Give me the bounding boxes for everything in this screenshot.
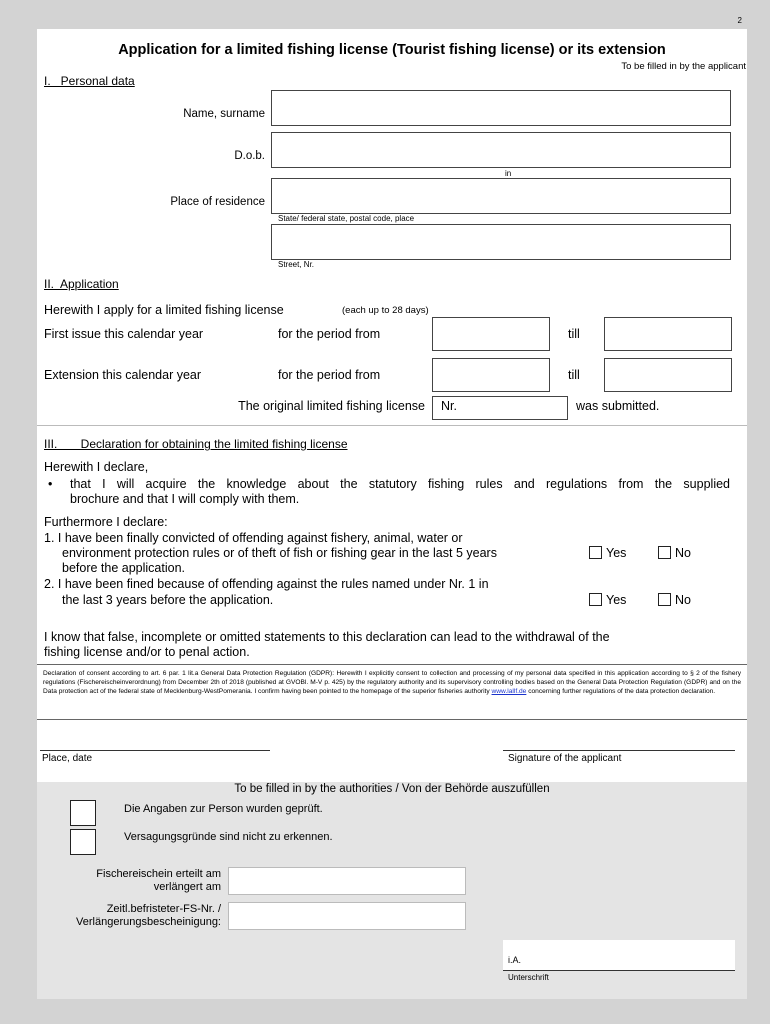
residence-label: Place of residence — [170, 196, 265, 208]
place-date-line — [40, 750, 270, 751]
furthermore-label: Furthermore I declare: — [44, 515, 168, 529]
item1-yes-label: Yes — [606, 546, 627, 560]
page-number: 2 — [737, 16, 742, 25]
item2-yes-checkbox[interactable] — [589, 593, 602, 606]
first-issue-label: First issue this calendar year — [44, 327, 204, 341]
submitted-label: was submitted. — [576, 399, 660, 413]
declaration-intro: Herewith I declare, — [44, 460, 149, 474]
license-issued-field[interactable] — [228, 867, 466, 895]
license-nr-prefix: Nr. — [441, 399, 457, 413]
fs-nr-field[interactable] — [228, 902, 466, 930]
item1-no-checkbox[interactable] — [658, 546, 671, 559]
form-subtitle: To be filled in by the applicant — [621, 61, 746, 72]
first-issue-from-field[interactable] — [432, 317, 550, 351]
consent-declaration — [37, 664, 747, 720]
dob-label: D.o.b. — [234, 150, 265, 162]
application-intro: Herewith I apply for a limited fishing license — [44, 303, 284, 317]
fs-nr-line-2: Verlängerungsbescheinigung: — [76, 916, 221, 928]
item1-no-label: No — [675, 546, 691, 560]
extension-from-field[interactable] — [432, 358, 550, 392]
license-nr-field[interactable] — [432, 396, 568, 420]
bullet-dot: • — [48, 477, 53, 491]
consent-text-end: concerning further regulations of the data protection declaration. — [528, 688, 716, 695]
authority-check-1-label: Die Angaben zur Person wurden geprüft. — [124, 803, 323, 815]
extension-till-field[interactable] — [604, 358, 732, 392]
fs-nr-line-1: Zeitl.befristeter-FS-Nr. / — [106, 903, 221, 915]
section-declaration-heading: III. Declaration for obtaining the limited fishing license — [44, 437, 348, 451]
item2-no-checkbox[interactable] — [658, 593, 671, 606]
item2-no-option[interactable] — [658, 593, 691, 607]
consent-text: Declaration of consent according to art. 6 par. 1 lit.a General Data Protection Regulation (GDPR): Herewith I explicitly consent to collection and processing of my personal data specified in this application according to § 2 of the fishery regulations (Fischereischeinverordnung) from December 2th of 2018 (published at GVOBl. M-V p. 425) by the regulatory authority and its supervisory controlling bodies based on the General Data Protection Regulation (GDPR) and on the Data protection act of the federal state of Mecklenburg-WestPomerania. I confirm having been pointed to the homepage of the superior fisheries authority — [43, 670, 741, 695]
item2-line-2: the last 3 years before the application. — [62, 593, 274, 607]
license-issued-line-2: verlängert am — [153, 881, 221, 893]
warning-line-2: fishing license and/or to penal action. — [44, 645, 250, 659]
license-issued-line-1: Fischereischein erteilt am — [96, 868, 221, 880]
street-hint: Street, Nr. — [278, 260, 315, 269]
extension-label: Extension this calendar year — [44, 368, 202, 382]
bullet-line-2: brochure and that I will comply with them. — [70, 492, 300, 506]
extension-till-label: till — [568, 368, 580, 382]
name-label: Name, surname — [183, 108, 265, 120]
state-hint: State/ federal state, postal code, place — [278, 214, 415, 223]
original-license-label: The original limited fishing license — [238, 399, 425, 413]
authority-check-2-box[interactable] — [70, 829, 96, 855]
item1-line-2: environment protection rules or of theft of fish or fishing gear in the last 5 years — [62, 546, 497, 560]
residence-street-field[interactable] — [271, 224, 731, 260]
ia-label: i.A. — [508, 955, 522, 965]
dob-field[interactable] — [271, 132, 731, 168]
name-field[interactable] — [271, 90, 731, 126]
license-issued-label — [40, 868, 221, 894]
authority-check-2-label: Versagungsgründe sind nicht zu erkennen. — [124, 831, 333, 843]
bullet-line-1: that I will acquire the knowledge about the statutory fishing rules and regulations from the supplied — [70, 477, 730, 491]
place-date-label: Place, date — [42, 753, 93, 764]
first-issue-till-field[interactable] — [604, 317, 732, 351]
item1-line-3: before the application. — [62, 561, 186, 575]
section-personal-heading: I. Personal data — [44, 74, 135, 88]
dob-in-hint: in — [505, 169, 512, 178]
divider — [37, 425, 747, 426]
item2-line-1: 2. I have been fined because of offending against the rules named under Nr. 1 in — [44, 577, 489, 591]
extension-from-label: for the period from — [278, 368, 381, 382]
fs-nr-label — [40, 903, 221, 929]
authority-check-1-box[interactable] — [70, 800, 96, 826]
residence-state-field[interactable] — [271, 178, 731, 214]
warning-line-1: I know that false, incomplete or omitted statements to this declaration can lead to the withdrawal of the — [44, 630, 610, 644]
unterschrift-label: Unterschrift — [508, 973, 549, 982]
item1-line-1: 1. I have been finally convicted of offending against fishery, animal, water or — [44, 531, 463, 545]
item1-yes-option[interactable] — [589, 546, 626, 560]
form-title: Application for a limited fishing license (Tourist fishing license) or its extension — [118, 42, 666, 58]
item2-no-label: No — [675, 593, 691, 607]
item1-yes-checkbox[interactable] — [589, 546, 602, 559]
lallf-link[interactable]: www.lallf.de — [491, 688, 527, 695]
authority-signature-line — [503, 970, 735, 971]
first-issue-till-label: till — [568, 327, 580, 341]
authority-signature-field[interactable] — [503, 940, 735, 970]
item2-yes-option[interactable] — [589, 593, 626, 607]
authority-heading: To be filled in by the authorities / Von der Behörde auszufüllen — [234, 783, 550, 795]
item2-yes-label: Yes — [606, 593, 627, 607]
signature-label: Signature of the applicant — [508, 753, 622, 764]
application-note: (each up to 28 days) — [342, 305, 429, 316]
signature-line — [503, 750, 735, 751]
first-issue-from-label: for the period from — [278, 327, 381, 341]
section-application-heading: II. Application — [44, 277, 119, 291]
item1-no-option[interactable] — [658, 546, 691, 560]
